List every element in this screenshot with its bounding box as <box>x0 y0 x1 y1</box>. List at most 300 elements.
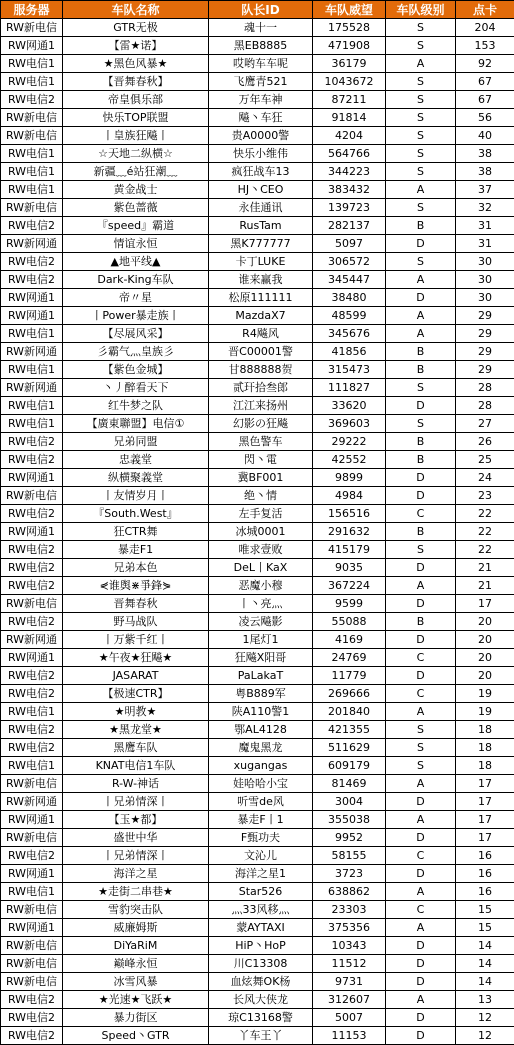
cell-server: RW网通1 <box>1 811 63 829</box>
table-row <box>1 217 514 235</box>
cell-prestige: 41856 <box>313 343 386 361</box>
cell-level: A <box>386 883 456 901</box>
cell-prestige: 312607 <box>313 991 386 1009</box>
cell-level: A <box>386 775 456 793</box>
cell-level: D <box>386 235 456 253</box>
cell-level: A <box>386 307 456 325</box>
cell-team-name: ★光速★飞跃★ <box>63 991 209 1009</box>
cell-team-name: 海洋之星 <box>63 865 209 883</box>
cell-prestige: 11512 <box>313 955 386 973</box>
cell-level: D <box>386 829 456 847</box>
cell-points: 28 <box>456 379 514 397</box>
cell-points: 23 <box>456 487 514 505</box>
cell-level: D <box>386 559 456 577</box>
cell-prestige: 564766 <box>313 145 386 163</box>
cell-team-name: 暴走F1 <box>63 541 209 559</box>
cell-captain-id: 甘888888贺 <box>209 361 313 379</box>
cell-server: RW新网通 <box>1 631 63 649</box>
cell-prestige: 175528 <box>313 19 386 37</box>
cell-captain-id: 冰城0001 <box>209 523 313 541</box>
cell-prestige: 42552 <box>313 451 386 469</box>
cell-prestige: 139723 <box>313 199 386 217</box>
cell-level: S <box>386 199 456 217</box>
cell-level: S <box>386 127 456 145</box>
cell-team-name: 雪豹突击队 <box>63 901 209 919</box>
cell-prestige: 81469 <box>313 775 386 793</box>
cell-server: RW新电信 <box>1 487 63 505</box>
cell-prestige: 11779 <box>313 667 386 685</box>
cell-captain-id: 閃丶電 <box>209 451 313 469</box>
cell-prestige: 48599 <box>313 307 386 325</box>
cell-team-name: 丨兄弟情深丨 <box>63 847 209 865</box>
cell-captain-id: 黑K777777 <box>209 235 313 253</box>
cell-captain-id: 丫车王丫 <box>209 1027 313 1045</box>
table-row <box>1 901 514 919</box>
cell-team-name: ★黑龙堂★ <box>63 721 209 739</box>
cell-team-name: 『speed』霸道 <box>63 217 209 235</box>
table-row <box>1 127 514 145</box>
cell-team-name: 冰雪风暴 <box>63 973 209 991</box>
cell-team-name: KNAT电信1车队 <box>63 757 209 775</box>
cell-prestige: 421355 <box>313 721 386 739</box>
cell-level: D <box>386 865 456 883</box>
cell-prestige: 3723 <box>313 865 386 883</box>
cell-prestige: 355038 <box>313 811 386 829</box>
cell-server: RW电信1 <box>1 397 63 415</box>
cell-prestige: 269666 <box>313 685 386 703</box>
cell-server: RW电信1 <box>1 55 63 73</box>
cell-points: 16 <box>456 865 514 883</box>
cell-prestige: 375356 <box>313 919 386 937</box>
cell-captain-id: 灬33风移灬 <box>209 901 313 919</box>
table-row <box>1 739 514 757</box>
cell-server: RW新电信 <box>1 775 63 793</box>
table-row <box>1 505 514 523</box>
cell-points: 19 <box>456 703 514 721</box>
cell-points: 12 <box>456 1009 514 1027</box>
cell-level: D <box>386 667 456 685</box>
cell-prestige: 33620 <box>313 397 386 415</box>
cell-captain-id: 川C13308 <box>209 955 313 973</box>
table-row <box>1 649 514 667</box>
cell-captain-id: 贵A0000警 <box>209 127 313 145</box>
cell-team-name: 【紫色金城】 <box>63 361 209 379</box>
table-row <box>1 271 514 289</box>
table-row <box>1 973 514 991</box>
table-row <box>1 703 514 721</box>
cell-level: D <box>386 289 456 307</box>
cell-server: RW电信1 <box>1 181 63 199</box>
cell-server: RW新网通 <box>1 379 63 397</box>
header-captain-id: 队长ID <box>209 1 313 19</box>
cell-points: 30 <box>456 253 514 271</box>
cell-points: 67 <box>456 91 514 109</box>
cell-server: RW电信2 <box>1 577 63 595</box>
cell-team-name: 巅峰永恒 <box>63 955 209 973</box>
cell-level: C <box>386 847 456 865</box>
cell-prestige: 4204 <box>313 127 386 145</box>
cell-server: RW电信2 <box>1 991 63 1009</box>
cell-prestige: 367224 <box>313 577 386 595</box>
cell-points: 31 <box>456 235 514 253</box>
cell-prestige: 11153 <box>313 1027 386 1045</box>
header-prestige: 车队威望 <box>313 1 386 19</box>
table-row <box>1 631 514 649</box>
table-row <box>1 847 514 865</box>
cell-points: 17 <box>456 595 514 613</box>
cell-points: 13 <box>456 991 514 1009</box>
cell-level: A <box>386 991 456 1009</box>
cell-points: 20 <box>456 631 514 649</box>
cell-prestige: 55088 <box>313 613 386 631</box>
cell-team-name: R-W-神话 <box>63 775 209 793</box>
cell-level: C <box>386 901 456 919</box>
cell-server: RW电信2 <box>1 271 63 289</box>
cell-captain-id: F甄功夫 <box>209 829 313 847</box>
cell-points: 30 <box>456 271 514 289</box>
cell-level: D <box>386 973 456 991</box>
cell-server: RW新网通 <box>1 343 63 361</box>
cell-prestige: 201840 <box>313 703 386 721</box>
cell-captain-id: 万年车神 <box>209 91 313 109</box>
cell-points: 17 <box>456 829 514 847</box>
cell-server: RW新电信 <box>1 19 63 37</box>
cell-captain-id: 左手复活 <box>209 505 313 523</box>
cell-captain-id: 江江来扬州 <box>209 397 313 415</box>
cell-captain-id: 丨丶亮灬 <box>209 595 313 613</box>
table-row <box>1 163 514 181</box>
cell-server: RW电信2 <box>1 613 63 631</box>
cell-server: RW电信2 <box>1 847 63 865</box>
cell-prestige: 638862 <box>313 883 386 901</box>
table-row <box>1 1009 514 1027</box>
cell-team-name: 纵横聚義堂 <box>63 469 209 487</box>
cell-level: A <box>386 271 456 289</box>
cell-team-name: JASARAT <box>63 667 209 685</box>
cell-level: B <box>386 523 456 541</box>
cell-prestige: 29222 <box>313 433 386 451</box>
cell-captain-id: 谁来赢我 <box>209 271 313 289</box>
cell-captain-id: 娃哈哈小宝 <box>209 775 313 793</box>
cell-team-name: ⋞谁舆⋇爭鋒⋟ <box>63 577 209 595</box>
cell-captain-id: 幻影の狂飚 <box>209 415 313 433</box>
cell-prestige: 9952 <box>313 829 386 847</box>
cell-points: 29 <box>456 307 514 325</box>
cell-team-name: 情谊永恒 <box>63 235 209 253</box>
cell-points: 22 <box>456 541 514 559</box>
cell-server: RW电信1 <box>1 883 63 901</box>
cell-server: RW电信2 <box>1 91 63 109</box>
cell-captain-id: 快乐小维伟 <box>209 145 313 163</box>
cell-team-name: ★明教★ <box>63 703 209 721</box>
cell-captain-id: 粤B889军 <box>209 685 313 703</box>
cell-captain-id: xugangas <box>209 757 313 775</box>
cell-prestige: 345447 <box>313 271 386 289</box>
cell-captain-id: HJ丶CEO <box>209 181 313 199</box>
cell-captain-id: 飞鹰青521 <box>209 73 313 91</box>
cell-level: C <box>386 649 456 667</box>
cell-points: 22 <box>456 523 514 541</box>
cell-prestige: 24769 <box>313 649 386 667</box>
table-row <box>1 469 514 487</box>
cell-captain-id: 蒙AYTAXI <box>209 919 313 937</box>
table-row <box>1 253 514 271</box>
cell-captain-id: 海洋之星1 <box>209 865 313 883</box>
cell-prestige: 5007 <box>313 1009 386 1027</box>
table-row <box>1 181 514 199</box>
cell-level: A <box>386 703 456 721</box>
cell-captain-id: 文沁儿 <box>209 847 313 865</box>
cell-server: RW新网通 <box>1 235 63 253</box>
cell-prestige: 315473 <box>313 361 386 379</box>
cell-team-name: 『South.West』 <box>63 505 209 523</box>
cell-captain-id: RusTam <box>209 217 313 235</box>
table-row <box>1 451 514 469</box>
cell-points: 40 <box>456 127 514 145</box>
cell-level: S <box>386 721 456 739</box>
cell-server: RW电信2 <box>1 667 63 685</box>
cell-team-name: Dark-King车队 <box>63 271 209 289</box>
table-row <box>1 721 514 739</box>
cell-team-name: ★走街二串巷★ <box>63 883 209 901</box>
cell-server: RW新电信 <box>1 937 63 955</box>
cell-team-name: 帝〃星 <box>63 289 209 307</box>
cell-captain-id: 绝丶情 <box>209 487 313 505</box>
table-row <box>1 91 514 109</box>
table-row <box>1 73 514 91</box>
cell-level: S <box>386 757 456 775</box>
cell-level: C <box>386 505 456 523</box>
cell-captain-id: 冀BF001 <box>209 469 313 487</box>
cell-team-name: 黑鹰车队 <box>63 739 209 757</box>
cell-points: 17 <box>456 775 514 793</box>
cell-level: A <box>386 811 456 829</box>
cell-server: RW新网通 <box>1 793 63 811</box>
cell-team-name: 盛世中华 <box>63 829 209 847</box>
cell-level: D <box>386 595 456 613</box>
cell-server: RW新电信 <box>1 973 63 991</box>
cell-prestige: 511629 <box>313 739 386 757</box>
cell-level: B <box>386 217 456 235</box>
table-row <box>1 307 514 325</box>
cell-level: S <box>386 19 456 37</box>
table-row <box>1 793 514 811</box>
cell-points: 18 <box>456 739 514 757</box>
cell-prestige: 344223 <box>313 163 386 181</box>
cell-server: RW新电信 <box>1 199 63 217</box>
cell-captain-id: HiP丶HoP <box>209 937 313 955</box>
cell-points: 14 <box>456 955 514 973</box>
table-row <box>1 577 514 595</box>
cell-prestige: 4984 <box>313 487 386 505</box>
table-row <box>1 487 514 505</box>
cell-level: D <box>386 487 456 505</box>
cell-points: 27 <box>456 415 514 433</box>
cell-prestige: 111827 <box>313 379 386 397</box>
cell-team-name: 丨友情岁月丨 <box>63 487 209 505</box>
table-row <box>1 325 514 343</box>
cell-points: 204 <box>456 19 514 37</box>
cell-prestige: 3004 <box>313 793 386 811</box>
cell-team-name: 【尽展风采】 <box>63 325 209 343</box>
cell-level: D <box>386 397 456 415</box>
cell-points: 22 <box>456 505 514 523</box>
cell-captain-id: 魂十一 <box>209 19 313 37</box>
table-row <box>1 1027 514 1045</box>
cell-captain-id: 暴走F丨1 <box>209 811 313 829</box>
table-row <box>1 991 514 1009</box>
table-row <box>1 37 514 55</box>
cell-captain-id: 听雪de风 <box>209 793 313 811</box>
cell-prestige: 87211 <box>313 91 386 109</box>
cell-points: 29 <box>456 325 514 343</box>
cell-team-name: 野马战队 <box>63 613 209 631</box>
cell-level: D <box>386 793 456 811</box>
table-row <box>1 289 514 307</box>
table-row <box>1 685 514 703</box>
cell-team-name: 【极速CTR】 <box>63 685 209 703</box>
cell-points: 20 <box>456 667 514 685</box>
cell-points: 16 <box>456 847 514 865</box>
cell-captain-id: R4飚风 <box>209 325 313 343</box>
cell-captain-id: 血炫舞OK杨 <box>209 973 313 991</box>
cell-level: D <box>386 937 456 955</box>
cell-level: B <box>386 451 456 469</box>
cell-points: 18 <box>456 757 514 775</box>
cell-level: A <box>386 325 456 343</box>
table-row <box>1 757 514 775</box>
table-row <box>1 667 514 685</box>
cell-server: RW电信1 <box>1 325 63 343</box>
cell-team-name: ▲地平线▲ <box>63 253 209 271</box>
cell-points: 21 <box>456 577 514 595</box>
cell-team-name: 丨万紫千红丨 <box>63 631 209 649</box>
table-row <box>1 541 514 559</box>
cell-team-name: 【晋舞春秋】 <box>63 73 209 91</box>
cell-team-name: 【廣東聯盟】电信① <box>63 415 209 433</box>
cell-prestige: 471908 <box>313 37 386 55</box>
cell-prestige: 4169 <box>313 631 386 649</box>
cell-points: 24 <box>456 469 514 487</box>
cell-points: 29 <box>456 361 514 379</box>
cell-server: RW网通1 <box>1 919 63 937</box>
cell-prestige: 9731 <box>313 973 386 991</box>
header-points: 点卡 <box>456 1 514 19</box>
cell-team-name: Speed丶GTR <box>63 1027 209 1045</box>
cell-server: RW网通1 <box>1 865 63 883</box>
cell-prestige: 36179 <box>313 55 386 73</box>
cell-prestige: 282137 <box>313 217 386 235</box>
cell-level: S <box>386 163 456 181</box>
cell-server: RW网通1 <box>1 289 63 307</box>
table-body <box>1 19 514 1045</box>
cell-prestige: 369603 <box>313 415 386 433</box>
cell-captain-id: 飚丶车狂 <box>209 109 313 127</box>
cell-server: RW电信1 <box>1 757 63 775</box>
cell-points: 19 <box>456 685 514 703</box>
cell-prestige: 1043672 <box>313 73 386 91</box>
cell-level: B <box>386 613 456 631</box>
cell-points: 16 <box>456 883 514 901</box>
cell-server: RW电信2 <box>1 739 63 757</box>
cell-captain-id: 卡丁LUKE <box>209 253 313 271</box>
cell-captain-id: 琼C13168警 <box>209 1009 313 1027</box>
cell-prestige: 9035 <box>313 559 386 577</box>
cell-points: 17 <box>456 793 514 811</box>
cell-captain-id: 恶魔小穆 <box>209 577 313 595</box>
cell-server: RW网通1 <box>1 469 63 487</box>
cell-server: RW电信2 <box>1 505 63 523</box>
cell-team-name: 彡霸气灬皇族彡 <box>63 343 209 361</box>
cell-team-name: 丶丿醉看天下 <box>63 379 209 397</box>
table-row <box>1 937 514 955</box>
cell-captain-id: 晋C00001警 <box>209 343 313 361</box>
cell-points: 15 <box>456 919 514 937</box>
table-row <box>1 523 514 541</box>
cell-server: RW新电信 <box>1 109 63 127</box>
cell-server: RW电信2 <box>1 217 63 235</box>
cell-captain-id: 黑EB8885 <box>209 37 313 55</box>
cell-team-name: GTR无极 <box>63 19 209 37</box>
cell-points: 21 <box>456 559 514 577</box>
cell-prestige: 23303 <box>313 901 386 919</box>
cell-points: 14 <box>456 937 514 955</box>
cell-server: RW电信1 <box>1 163 63 181</box>
table-row <box>1 595 514 613</box>
cell-points: 30 <box>456 289 514 307</box>
cell-server: RW网通1 <box>1 649 63 667</box>
table-row <box>1 433 514 451</box>
cell-server: RW电信1 <box>1 415 63 433</box>
cell-server: RW网通1 <box>1 523 63 541</box>
cell-server: RW新电信 <box>1 829 63 847</box>
cell-points: 15 <box>456 901 514 919</box>
cell-points: 14 <box>456 973 514 991</box>
table-row <box>1 397 514 415</box>
cell-level: D <box>386 469 456 487</box>
cell-level: S <box>386 37 456 55</box>
cell-captain-id: 永佳通讯 <box>209 199 313 217</box>
table-row <box>1 775 514 793</box>
cell-server: RW电信2 <box>1 1027 63 1045</box>
cell-captain-id: 陕A110警1 <box>209 703 313 721</box>
cell-captain-id: Star526 <box>209 883 313 901</box>
cell-server: RW电信2 <box>1 451 63 469</box>
cell-captain-id: 魔鬼黑龙 <box>209 739 313 757</box>
cell-points: 20 <box>456 613 514 631</box>
cell-captain-id: 鄂AL4128 <box>209 721 313 739</box>
cell-team-name: ★黑色风暴★ <box>63 55 209 73</box>
table-row <box>1 559 514 577</box>
table-row <box>1 235 514 253</box>
cell-level: B <box>386 343 456 361</box>
cell-prestige: 291632 <box>313 523 386 541</box>
table-row <box>1 343 514 361</box>
cell-points: 37 <box>456 181 514 199</box>
cell-prestige: 383432 <box>313 181 386 199</box>
cell-team-name: ★午夜★狂飚★ <box>63 649 209 667</box>
cell-level: S <box>386 541 456 559</box>
cell-team-name: 兄弟本色 <box>63 559 209 577</box>
cell-server: RW新电信 <box>1 901 63 919</box>
cell-team-name: 黄金战士 <box>63 181 209 199</box>
table-row <box>1 955 514 973</box>
cell-points: 12 <box>456 1027 514 1045</box>
cell-team-name: 狂CTR舞 <box>63 523 209 541</box>
cell-team-name: 丨Power暴走族丨 <box>63 307 209 325</box>
cell-level: S <box>386 91 456 109</box>
cell-server: RW新电信 <box>1 595 63 613</box>
